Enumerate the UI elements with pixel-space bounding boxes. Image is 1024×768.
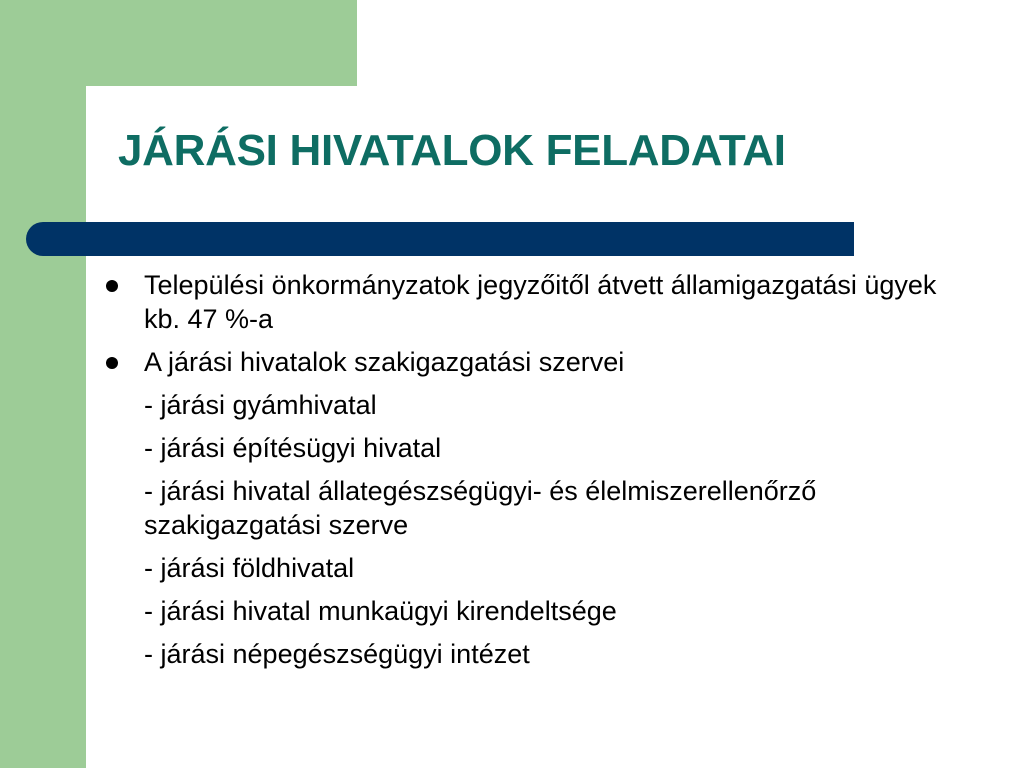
list-item-text: - járási gyámhivatal	[144, 390, 377, 420]
list-item-text: - járási hivatal munkaügyi kirendeltsége	[144, 596, 617, 626]
list-item-text: - járási hivatal állategészségügyi- és élelmiszerellenőrző szakigazgatási szerve	[144, 476, 817, 540]
list-item-text: Települési önkormányzatok jegyzőitől átvett államigazgatási ügyek kb. 47 %-a	[144, 270, 937, 334]
list-item	[106, 268, 966, 336]
list-sub-item	[106, 431, 966, 465]
slide-title: JÁRÁSI HIVATALOK FELADATAI	[118, 126, 786, 175]
list-sub-item	[106, 388, 966, 422]
list-item-text: - járási földhivatal	[144, 553, 355, 583]
list-sub-item	[106, 474, 966, 542]
list-sub-item	[106, 551, 966, 585]
list-sub-item	[106, 594, 966, 628]
list-item-text: A járási hivatalok szakigazgatási szervei	[144, 347, 625, 377]
list-item	[106, 345, 966, 379]
bullet-dot-icon	[106, 280, 118, 292]
green-side-band	[0, 0, 86, 768]
green-top-band	[0, 0, 357, 86]
list-sub-item	[106, 637, 966, 671]
bullet-dot-icon	[106, 357, 118, 369]
list-item-text: - járási építésügyi hivatal	[144, 433, 442, 463]
list-item-text: - járási népegészségügyi intézet	[144, 639, 530, 669]
bullet-list	[106, 268, 966, 680]
title-underline-bar	[26, 222, 854, 256]
